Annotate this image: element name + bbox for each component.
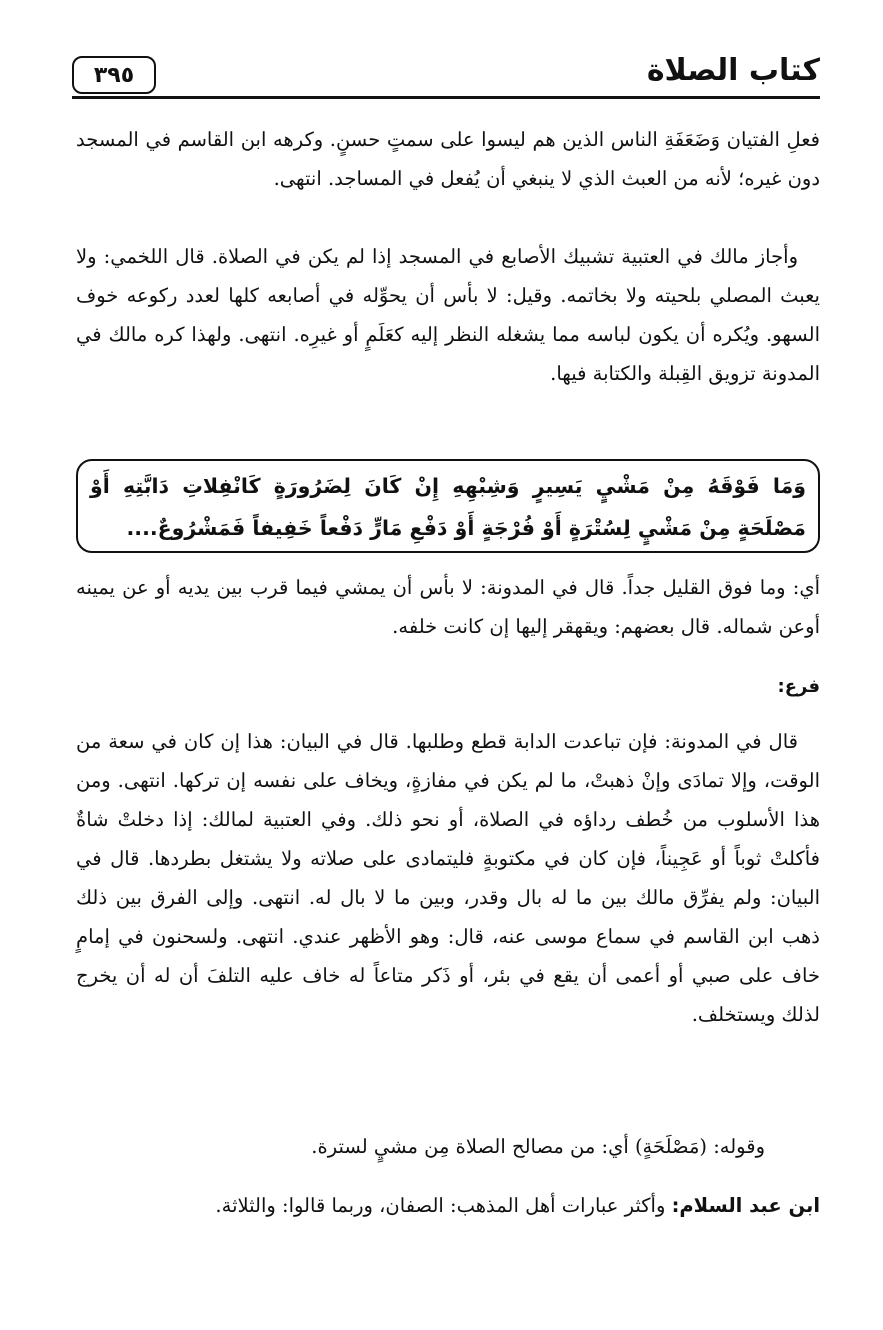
paragraph-1 [76,120,820,198]
citation-author: ابن عبد السلام: [671,1194,820,1217]
paragraph-1-text: فعلِ الفتيان وَضَعَفَةِ الناس الذين هم ليسوا على سمتٍ حسنٍ. وكرهه ابن القاسم في المسجد دون غيره؛ لأنه من العبث الذي لا ينبغي أن يُفعل في المساجد. انتهى. [76,128,820,190]
paragraph-4 [76,722,820,1034]
paragraph-4-text: قال في المدونة: فإن تباعدت الدابة قطع وطلبها. قال في البيان: هذا إن كان في سعة من الوقت، وإلا تمادَى وإنْ ذهبتْ، ما لم يكن في مفازةٍ، ويخاف على نفسه إن تركها. انتهى. ومن هذا الأسلوب من خُطف رداؤه في الصلاة، أو نحو ذلك. وفي العتبية لمالك: إذا دخلتْ شاةٌ فأكلتْ ثوباً أو عَجِيناً، فإن كان في مكتوبةٍ فليتمادى على صلاته ولا يشتغل بطردها. قال في البيان: ولم يفرِّق مالك بين ما له بال وقدر، وبين ما لا بال له. انتهى. وإلى الفرق بين ذلك ذهب ابن القاسم في سماع موسى عنه، قال: وهو الأظهر عندي. انتهى. ولسحنون في إمامٍ خاف على صبي أو أعمى أن يقع في بئر، أو ذَكر متاعاً له خاف عليه التلفَ أن له أن يخرج لذلك ويستخلف. [76,730,820,1026]
paragraph-2 [76,237,820,393]
section-heading: فرع: [777,676,820,697]
paragraph-3-text: أي: وما فوق القليل جداً. قال في المدونة: لا بأس أن يمشي فيما قرب بين يديه أو عن يمينه أوعن شماله. قال بعضهم: ويقهقر إليها إن كانت خلفه. [76,576,820,638]
header-divider [72,96,820,99]
paragraph-2-text: وأجاز مالك في العتبية تشبيك الأصابع في المسجد إذا لم يكن في الصلاة. قال اللخمي: ولا يعبث المصلي بلحيته ولا بخاتمه. وقيل: لا بأس أن يحوِّله في أصابعه كلها لعدد ركوعه خوف السهو. ويُكره أن يكون لباسه مما يشغله النظر إليه كعَلَمٍ أو غيرِه. انتهى. ولهذا كره مالك في المدونة تزويق القِبلة والكتابة فيها. [76,245,820,385]
paragraph-5-text: وقوله: (مَصْلَحَةٍ) أي: من مصالح الصلاة مِن مشيٍ لسترة. [311,1135,765,1158]
book-title: كتاب الصلاة [646,53,820,88]
page-number: ٣٩٥ [72,56,156,94]
matn-text: وَمَا فَوْقَهُ مِنْ مَشْيٍ يَسِيرٍ وَشِبْهِهِ إِنْ كَانَ لِضَرُورَةٍ كَانْفِلاتِ دَابَّتِهِ أَوْ مَصْلَحَةٍ مِنْ مَشْيٍ لِسُتْرَةٍ أَوْ فُرْجَةٍ أَوْ دَفْعِ مَارٍّ دَفْعاً خَفِيفاً فَمَشْرُوعٌ.... [90,474,806,540]
paragraph-5 [76,1127,820,1166]
citation-text: وأكثر عبارات أهل المذهب: الصفان، وربما قالوا: والثلاثة. [215,1194,666,1217]
paragraph-3 [76,568,820,646]
matn-text-box [76,459,820,553]
page-header [72,52,820,104]
citation-line [70,1186,820,1225]
